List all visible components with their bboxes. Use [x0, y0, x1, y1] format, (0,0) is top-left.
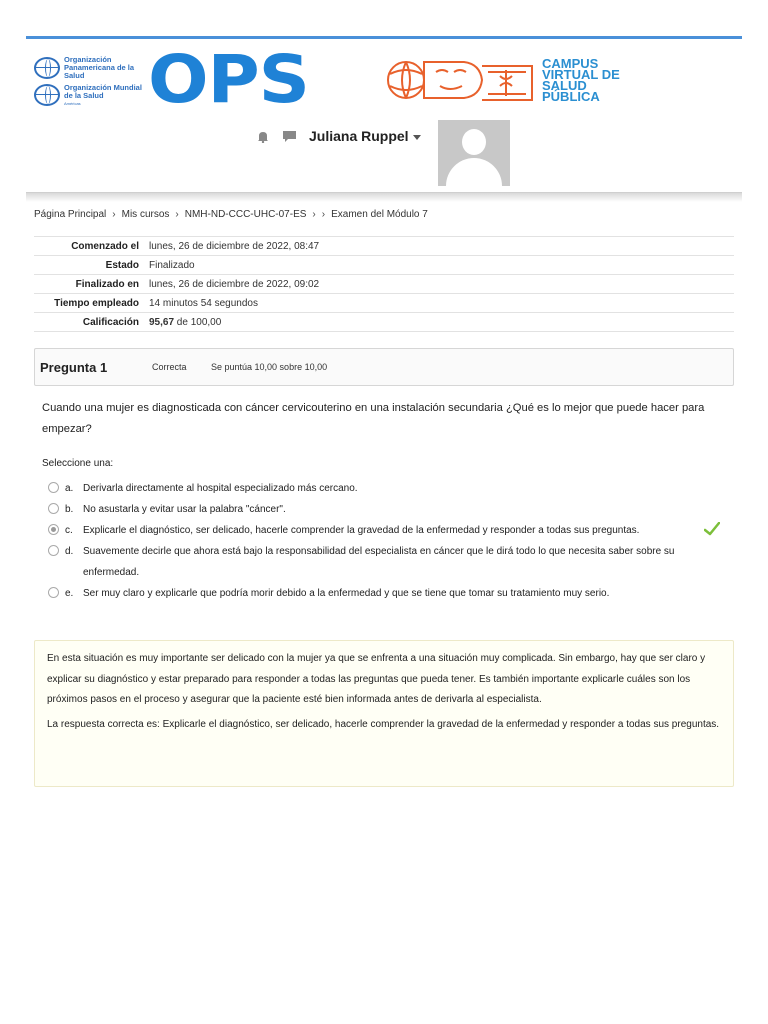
ops-logo-text: OPS: [148, 41, 309, 118]
user-menu-bar: [256, 124, 421, 148]
answer-text: Derivarla directamente al hospital especializado más cercano.: [83, 483, 358, 494]
breadcrumb-course[interactable]: NMH-ND-CCC-UHC-07-ES: [184, 209, 307, 220]
summary-value: lunes, 26 de diciembre de 2022, 09:02: [149, 278, 320, 290]
organization-logos[interactable]: [34, 56, 146, 112]
radio-button[interactable]: [48, 482, 59, 493]
summary-label: Finalizado en: [75, 278, 139, 290]
chevron-right-icon: ›: [312, 209, 316, 220]
answer-text: Suavemente decirle que ahora está bajo la responsabilidad del especialista en cáncer que le dirá todo lo que necesita saber sobre su enfermedad.: [83, 546, 675, 578]
answer-option-a[interactable]: [48, 478, 738, 499]
answer-letter: a.: [65, 483, 74, 494]
answer-text: No asustarla y evitar usar la palabra "cáncer".: [83, 504, 286, 515]
breadcrumb-home[interactable]: Página Principal: [34, 209, 107, 220]
globe-icon: [34, 57, 60, 79]
grade-score: 95,67: [149, 316, 175, 328]
avatar-placeholder-icon[interactable]: [438, 120, 510, 186]
table-row: [34, 237, 734, 256]
answer-text: Explicarle el diagnóstico, ser delicado, hacerle comprender la gravedad de la enfermedad y responder a todas sus preguntas.: [83, 525, 640, 536]
summary-label: Calificación: [82, 316, 139, 328]
org-region: Américas: [64, 101, 81, 106]
org-name-ops: Organización Panamericana de la Salud: [64, 55, 135, 80]
question-text: Cuando una mujer es diagnosticada con cáncer cervicouterino en una instalación secundaria ¿Qué es lo mejor que puede hacer para empezar?: [42, 402, 705, 435]
breadcrumb-my-courses[interactable]: Mis cursos: [121, 209, 170, 220]
answer-letter: d.: [65, 546, 74, 557]
question-number: Pregunta 1: [40, 359, 108, 375]
summary-label: Estado: [105, 259, 139, 271]
chevron-right-icon: ›: [321, 209, 326, 220]
radio-button-selected[interactable]: [48, 524, 59, 535]
table-row: [34, 275, 734, 294]
general-feedback: En esta situación es muy importante ser delicado con la mujer ya que se enfrenta a una situación muy complicada. Sin embargo, hay que ser claro y explicar su diagnóstico y estar preparado para responder a todas las preguntas que pueda tener. Es también importante explicarle cuáles son los próximos pasos en el proceso y asegurar que la paciente esté bien informada antes de derivarla al especialista.: [47, 653, 706, 705]
campus-logo-illustration: [384, 56, 536, 104]
summary-value: Finalizado: [149, 259, 195, 271]
right-answer-feedback: La respuesta correcta es: Explicarle el diagnóstico, ser delicado, hacerle comprender la gravedad de la enfermedad y responder a todas sus preguntas.: [47, 718, 720, 730]
answer-letter: c.: [65, 525, 73, 536]
breadcrumb-exam[interactable]: Examen del Módulo 7: [331, 209, 428, 220]
answer-letter: b.: [65, 504, 74, 515]
ops-logo[interactable]: [148, 41, 364, 118]
top-accent-line: [26, 36, 742, 39]
question-grade: Se puntúa 10,00 sobre 10,00: [211, 362, 328, 372]
user-name[interactable]: Juliana Ruppel: [309, 128, 409, 144]
summary-label: Tiempo empleado: [54, 297, 139, 309]
summary-value: lunes, 26 de diciembre de 2022, 08:47: [149, 240, 320, 252]
radio-button[interactable]: [48, 587, 59, 598]
chat-bubble-icon[interactable]: [282, 130, 297, 143]
attempt-summary-table: [34, 236, 734, 332]
caret-down-icon[interactable]: [413, 135, 421, 140]
header-divider: [26, 192, 742, 202]
check-mark-icon: [704, 522, 720, 536]
answer-option-d[interactable]: [48, 541, 738, 583]
radio-button[interactable]: [48, 545, 59, 556]
breadcrumb: [34, 209, 428, 220]
question-info-box: [34, 348, 734, 386]
answer-option-b[interactable]: [48, 499, 738, 520]
table-row: [34, 313, 734, 332]
radio-button[interactable]: [48, 503, 59, 514]
answer-prompt: Seleccione una:: [42, 458, 114, 469]
question-state: Correcta: [152, 362, 187, 372]
notification-bell-icon[interactable]: [256, 130, 270, 143]
answer-option-e[interactable]: [48, 583, 738, 604]
answer-list: [48, 478, 738, 604]
grade-max: de 100,00: [174, 316, 222, 328]
org-name-oms: Organización Mundial de la Salud: [64, 83, 142, 100]
globe-icon: [34, 84, 60, 106]
campus-virtual-text: CAMPUS VIRTUAL DE SALUD PÚBLICA: [542, 56, 620, 104]
answer-text: Ser muy claro y explicarle que podría morir debido a la enfermedad y que se tiene que tomar su tratamiento muy serio.: [83, 588, 610, 599]
table-row: [34, 256, 734, 275]
answer-letter: e.: [65, 588, 74, 599]
table-row: [34, 294, 734, 313]
answer-option-c[interactable]: [48, 520, 738, 541]
chevron-right-icon: ›: [175, 209, 179, 220]
chevron-right-icon: ›: [112, 209, 116, 220]
summary-value: 14 minutos 54 segundos: [149, 297, 258, 309]
summary-label: Comenzado el: [71, 240, 139, 252]
summary-value: [149, 317, 221, 328]
feedback-box: [34, 640, 734, 787]
